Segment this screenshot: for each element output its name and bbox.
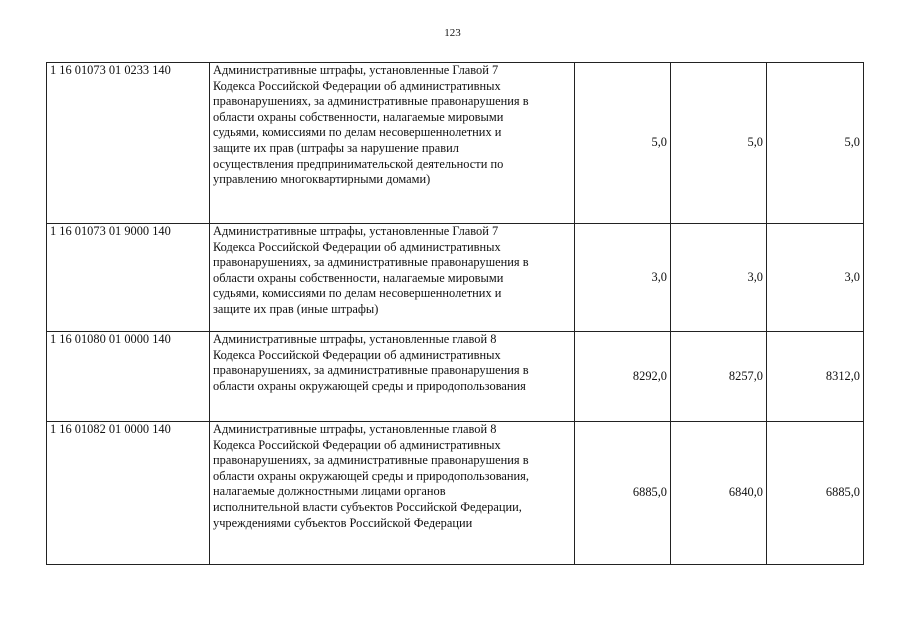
description-line: Кодекса Российской Федерации об административных: [213, 239, 501, 254]
amount-year-2: 6840,0: [671, 422, 767, 565]
description-line: Административные штрафы, установленные Главой 7: [213, 63, 499, 77]
description-line: области охраны окружающей среды и природопользования: [213, 378, 526, 393]
description-line: учреждениями субъектов Российской Федерации: [213, 515, 473, 530]
table-row: [47, 224, 864, 332]
table-row: [47, 422, 864, 565]
row-description: [210, 63, 575, 224]
description-line: области охраны собственности, налагаемые мировыми: [213, 109, 504, 124]
description-line: Административные штрафы, установленные Главой 7: [213, 224, 499, 238]
row-description: [210, 422, 575, 565]
classification-code: 1 16 01073 01 0233 140: [47, 63, 210, 224]
amount-year-1: 5,0: [575, 63, 671, 224]
description-line: Кодекса Российской Федерации об административных: [213, 78, 501, 93]
description-line: правонарушениях, за административные правонарушения в: [213, 453, 529, 468]
description-line: правонарушениях, за административные правонарушения в: [213, 94, 529, 109]
amount-year-2: 3,0: [671, 224, 767, 332]
description-line: правонарушениях, за административные правонарушения в: [213, 363, 529, 378]
amount-year-2: 5,0: [671, 63, 767, 224]
description-line: налагаемые должностными лицами органов: [213, 484, 446, 499]
description-line: судьями, комиссиями по делам несовершеннолетних и: [213, 286, 502, 301]
amount-year-1: 6885,0: [575, 422, 671, 565]
amount-year-1: 8292,0: [575, 332, 671, 422]
description-line: Кодекса Российской Федерации об административных: [213, 347, 501, 362]
budget-table: [46, 62, 864, 565]
description-line: Административные штрафы, установленные главой 8: [213, 332, 497, 346]
description-line: области охраны окружающей среды и природопользования,: [213, 468, 529, 483]
table-row: [47, 332, 864, 422]
description-line: защите их прав (штрафы за нарушение правил: [213, 140, 459, 155]
description-line: судьями, комиссиями по делам несовершеннолетних и: [213, 125, 502, 140]
amount-year-1: 3,0: [575, 224, 671, 332]
description-line: Административные штрафы, установленные главой 8: [213, 422, 497, 436]
row-description: [210, 332, 575, 422]
amount-year-2: 8257,0: [671, 332, 767, 422]
description-line: осуществления предпринимательской деятельности по: [213, 156, 504, 171]
classification-code: 1 16 01073 01 9000 140: [47, 224, 210, 332]
description-line: защите их прав (иные штрафы): [213, 301, 379, 316]
amount-year-3: 3,0: [767, 224, 864, 332]
description-line: области охраны собственности, налагаемые мировыми: [213, 270, 504, 285]
table-row: [47, 63, 864, 224]
amount-year-3: 6885,0: [767, 422, 864, 565]
classification-code: 1 16 01082 01 0000 140: [47, 422, 210, 565]
amount-year-3: 5,0: [767, 63, 864, 224]
row-description: [210, 224, 575, 332]
description-line: правонарушениях, за административные правонарушения в: [213, 255, 529, 270]
page-number: 123: [444, 27, 461, 39]
classification-code: 1 16 01080 01 0000 140: [47, 332, 210, 422]
description-line: управлению многоквартирными домами): [213, 172, 431, 187]
description-line: Кодекса Российской Федерации об административных: [213, 437, 501, 452]
description-line: исполнительной власти субъектов Российской Федерации,: [213, 499, 522, 514]
amount-year-3: 8312,0: [767, 332, 864, 422]
